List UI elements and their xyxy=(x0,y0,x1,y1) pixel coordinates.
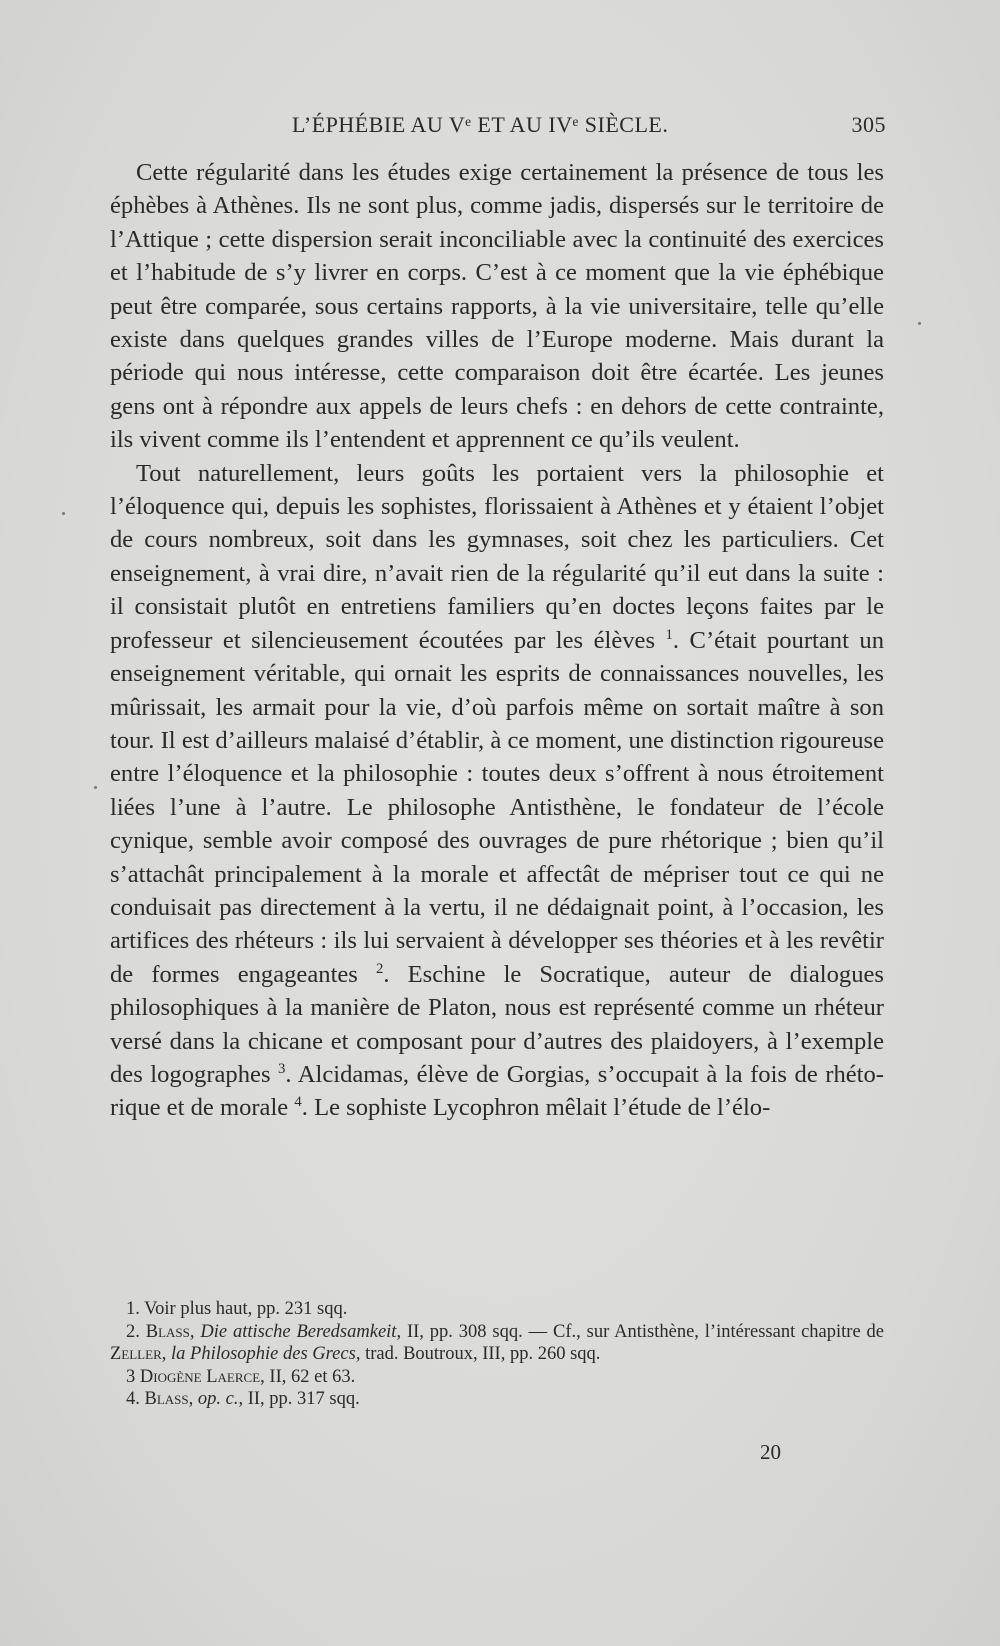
paper-speck xyxy=(94,786,97,789)
footnote-1-text: 1. Voir plus haut, pp. 231 sqq. xyxy=(126,1299,348,1319)
paragraph-2-text-d: . Alcidamas, élève de Gorgias, s’occupait à la fois de rhétorique et de morale xyxy=(110,1060,884,1122)
footnote-ref-1: 1 xyxy=(665,626,673,643)
footnote-2-title-2: la Philosophie des Grecs xyxy=(171,1344,356,1364)
paragraph-2 xyxy=(110,457,884,1125)
footnote-2-number: 2. xyxy=(126,1321,146,1342)
paragraph-1 xyxy=(110,156,884,457)
running-title: L’ÉPHÉBIE AU Vᵉ ET AU IVᵉ SIÈCLE. xyxy=(292,112,669,137)
footnote-4-number: 4. xyxy=(126,1389,145,1409)
signature-mark: 20 xyxy=(760,1440,781,1464)
footnote-3-end: , II, 62 et 63. xyxy=(260,1366,356,1387)
paragraph-2-text-e: . Le sophiste Lycophron mêlait l’étude de l’élo- xyxy=(301,1094,771,1122)
footnote-1 xyxy=(110,1298,884,1321)
footnote-3-number: 3 xyxy=(126,1366,140,1387)
footnote-4-author: Blass xyxy=(144,1389,189,1409)
footnote-2-author: Blass xyxy=(145,1321,190,1342)
footnote-4 xyxy=(110,1388,884,1411)
footnotes xyxy=(110,1298,884,1411)
footnote-2-middle: , II, pp. 308 sqq. — Cf., sur Antisthène, l’intéressant chapitre de xyxy=(396,1321,885,1342)
footnote-ref-3: 3 xyxy=(278,1060,286,1077)
footnote-3-author: Diogène Laerce xyxy=(139,1366,261,1387)
paper-speck xyxy=(62,512,65,515)
footnote-2-title: Die attische Beredsamkeit xyxy=(200,1321,397,1342)
main-text xyxy=(110,156,884,1125)
running-header xyxy=(112,112,886,146)
footnote-2 xyxy=(110,1321,884,1366)
paragraph-2-text-a: Tout naturellement, leurs goûts les portaient vers la philosophie et l’éloquence qui, depuis les sophistes, florissaient à Athènes et y étaient l’objet de cours nombreux, soit dans les gymnases, soit chez les particuliers. Cet enseignement, à vrai dire, n’avait rien de la régularité qu’il eut dans la suite : il consistait plutôt en entretiens familiers qu’en doctes leçons faites par le professeur et silencieusement écoutées par les élèves xyxy=(110,459,884,654)
footnote-2-separator: , xyxy=(189,1321,201,1342)
footnote-ref-4: 4 xyxy=(294,1094,302,1111)
footnote-2-end: , trad. Boutroux, III, pp. 260 sqq. xyxy=(355,1344,601,1364)
page-number: 305 xyxy=(851,112,886,137)
paragraph-2-text-b: . C’était pourtant un enseignement véritable, qui ornait les esprits de connaissances nouvelles, les mûrissait, les armait pour la vie, d’où parfois même on sortait maître à son tour. Il est d’ailleurs malaisé d’établir, à ce moment, une distinction rigoureuse entre l’éloquence et la philosophie : toutes deux s’offrent à nous étroitement liées l’une à l’autre. Le philosophe Antisthène, le fondateur de l’école cynique, semble avoir composé des ouvrages de pure rhétorique ; bien qu’il s’attachât principalement à la morale et affectât de mépriser tout ce qui ne conduisait pas directement à la vertu, il ne dédaignait point, à l’occasion, les artifices des rhéteurs : ils lui servaient à développer ses théories et à les revêtir de formes engageantes xyxy=(110,626,884,988)
footnote-4-end: , II, pp. 317 sqq. xyxy=(238,1389,360,1409)
footnote-2-separator-2: , xyxy=(161,1344,171,1364)
footnote-ref-2: 2 xyxy=(376,960,384,977)
footnote-4-separator: , xyxy=(188,1389,198,1409)
footnote-3 xyxy=(110,1366,884,1389)
paragraph-2-text-c: . Eschine le Socratique, auteur de dialogues philosophiques à la manière de Platon, nous est représenté comme un rhéteur versé dans la chicane et composant pour d’autres des plaidoyers, à l’exemple des logographes xyxy=(110,960,884,1088)
paper-speck xyxy=(918,322,921,325)
paragraph-1-text: Cette régularité dans les études exige certainement la présence de tous les éphèbes à Athènes. Ils ne sont plus, comme jadis, dispersés sur le territoire de l’Attique ; cette dispersion serait inconciliable avec la continuité des exercices et l’habitude de s’y livrer en corps. C’est à ce moment que la vie éphébique peut être comparée, sous certains rapports, à la vie universitaire, telle qu’elle existe dans quelques grandes villes de l’Europe moderne. Mais durant la période qui nous intéresse, cette comparaison doit être écartée. Les jeunes gens ont à répondre aux appels de leurs chefs : en dehors de cette contrainte, ils vivent comme ils l’entendent et apprennent ce qu’ils veulent. xyxy=(110,159,884,454)
footnote-4-title: op. c. xyxy=(197,1389,239,1409)
footnote-2-author-2: Zeller xyxy=(110,1344,162,1364)
